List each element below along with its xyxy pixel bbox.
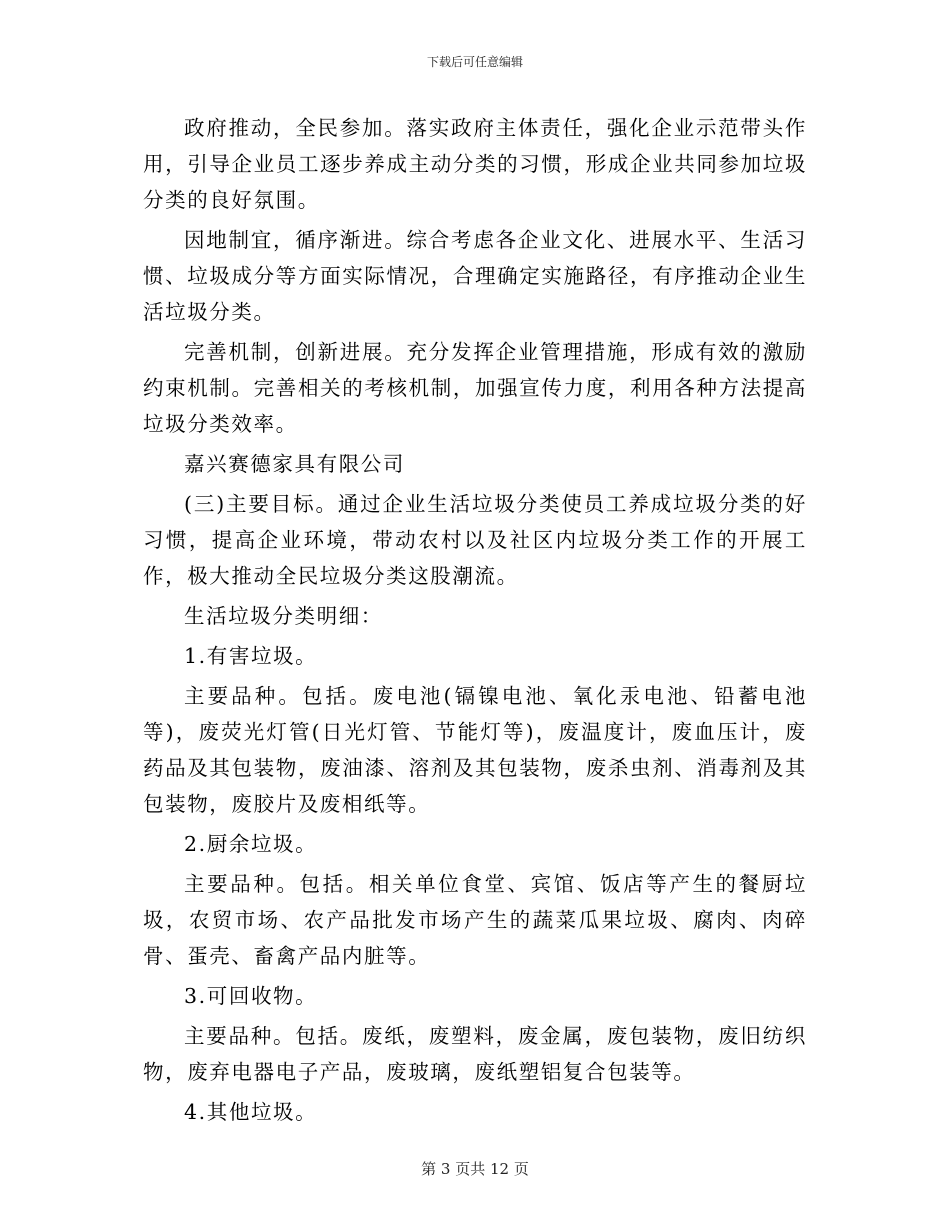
document-body (143, 110, 807, 1134)
paragraph-principle-government: 政府推动，全民参加。落实政府主体责任，强化企业示范带头作用，引导企业员工逐步养成主动分类的习惯，形成企业共同参加垃圾分类的良好氛围。 (143, 116, 807, 212)
heading-kitchen-waste: 2.厨余垃圾。 (184, 832, 318, 856)
paragraph-recyclable-items: 主要品种。包括。废纸，废塑料，废金属，废包装物，废旧纺织物，废弃电器电子产品，废玻璃，废纸塑铝复合包装等。 (143, 1024, 807, 1084)
heading-hazardous-waste: 1.有害垃圾。 (184, 644, 318, 668)
paragraph-hazardous-items: 主要品种。包括。废电池(镉镍电池、氧化汞电池、铅蓄电池等)，废荧光灯管(日光灯管、节能灯等)，废温度计，废血压计，废药品及其包装物，废油漆、溶剂及其包装物，废杀虫剂、消毒剂及其包装物，废胶片及废相纸等。 (143, 684, 807, 816)
paragraph-principle-local: 因地制宜，循序渐进。综合考虑各企业文化、进展水平、生活习惯、垃圾成分等方面实际情况，合理确定实施路径，有序推动企业生活垃圾分类。 (143, 228, 807, 324)
paragraph-principle-mechanism: 完善机制，创新进展。充分发挥企业管理措施，形成有效的激励约束机制。完善相关的考核机制，加强宣传力度，利用各种方法提高垃圾分类效率。 (143, 340, 807, 436)
page-footer: 第 3 页共 12 页 (421, 1160, 529, 1178)
paragraph-kitchen-items: 主要品种。包括。相关单位食堂、宾馆、饭店等产生的餐厨垃圾，农贸市场、农产品批发市场产生的蔬菜瓜果垃圾、腐肉、肉碎骨、蛋壳、畜禽产品内脏等。 (143, 872, 807, 968)
paragraph-main-goal: (三)主要目标。通过企业生活垃圾分类使员工养成垃圾分类的好习惯，提高企业环境，带动农村以及社区内垃圾分类工作的开展工作，极大推动全民垃圾分类这股潮流。 (143, 492, 807, 588)
heading-recyclables: 3.可回收物。 (184, 984, 318, 1008)
company-name: 嘉兴赛德家具有限公司 (184, 452, 405, 476)
heading-other-waste: 4.其他垃圾。 (184, 1100, 318, 1124)
section-heading-details: 生活垃圾分类明细： (184, 604, 383, 628)
page-header: 下载后可任意编辑 (426, 55, 523, 69)
